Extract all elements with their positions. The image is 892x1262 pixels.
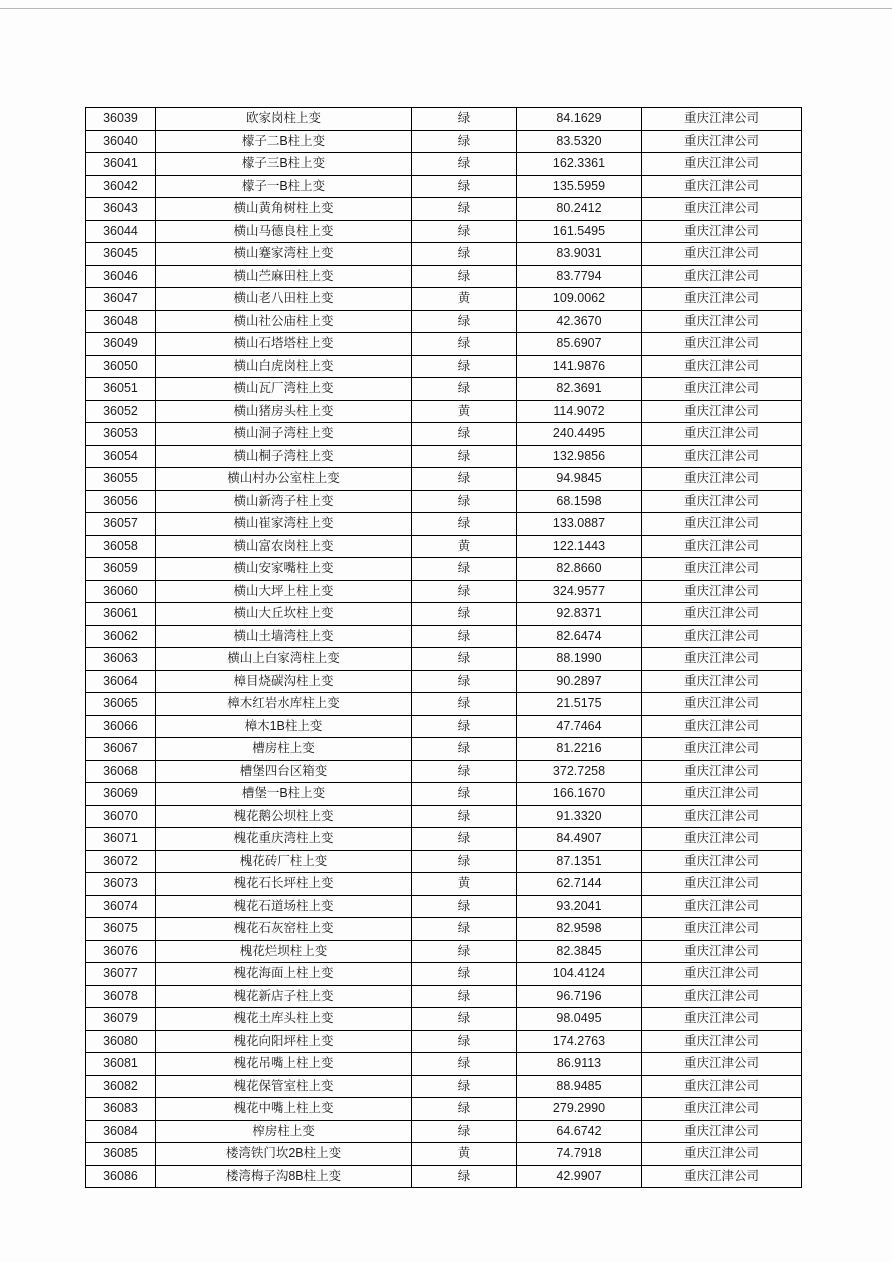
cell-status: 绿 <box>412 423 517 446</box>
cell-name: 槐花海面上柱上变 <box>156 963 412 986</box>
cell-name: 横山大坪上柱上变 <box>156 580 412 603</box>
cell-name: 楼湾梅子沟8B柱上变 <box>156 1165 412 1188</box>
cell-value: 279.2990 <box>517 1098 642 1121</box>
cell-value: 372.7258 <box>517 760 642 783</box>
cell-status: 绿 <box>412 580 517 603</box>
cell-name: 槽房柱上变 <box>156 738 412 761</box>
data-table <box>85 107 802 1188</box>
cell-id: 36061 <box>86 603 156 626</box>
cell-id: 36051 <box>86 378 156 401</box>
cell-status: 绿 <box>412 1165 517 1188</box>
table-row <box>86 175 802 198</box>
cell-value: 21.5175 <box>517 693 642 716</box>
cell-name: 横山老八田柱上变 <box>156 288 412 311</box>
cell-status: 绿 <box>412 355 517 378</box>
cell-name: 横山社公庙柱上变 <box>156 310 412 333</box>
cell-status: 黄 <box>412 535 517 558</box>
cell-status: 绿 <box>412 648 517 671</box>
cell-id: 36071 <box>86 828 156 851</box>
cell-id: 36056 <box>86 490 156 513</box>
cell-status: 绿 <box>412 175 517 198</box>
cell-value: 85.6907 <box>517 333 642 356</box>
cell-id: 36060 <box>86 580 156 603</box>
cell-name: 横山猪房头柱上变 <box>156 400 412 423</box>
cell-status: 绿 <box>412 1030 517 1053</box>
cell-company: 重庆江津公司 <box>642 378 802 401</box>
cell-status: 绿 <box>412 625 517 648</box>
cell-name: 樟木红岩水库柱上变 <box>156 693 412 716</box>
table-row <box>86 243 802 266</box>
table-row <box>86 1143 802 1166</box>
cell-id: 36046 <box>86 265 156 288</box>
cell-company: 重庆江津公司 <box>642 918 802 941</box>
cell-name: 楼湾铁门坎2B柱上变 <box>156 1143 412 1166</box>
cell-status: 绿 <box>412 693 517 716</box>
cell-company: 重庆江津公司 <box>642 625 802 648</box>
cell-status: 绿 <box>412 1075 517 1098</box>
table-row <box>86 1053 802 1076</box>
table-row <box>86 828 802 851</box>
cell-id: 36044 <box>86 220 156 243</box>
cell-status: 绿 <box>412 963 517 986</box>
cell-status: 绿 <box>412 805 517 828</box>
cell-company: 重庆江津公司 <box>642 310 802 333</box>
table-row <box>86 355 802 378</box>
cell-value: 94.9845 <box>517 468 642 491</box>
cell-name: 横山石塔塔柱上变 <box>156 333 412 356</box>
cell-value: 83.5320 <box>517 130 642 153</box>
cell-status: 绿 <box>412 378 517 401</box>
cell-company: 重庆江津公司 <box>642 130 802 153</box>
cell-company: 重庆江津公司 <box>642 1075 802 1098</box>
cell-name: 横山崔家湾柱上变 <box>156 513 412 536</box>
cell-id: 36068 <box>86 760 156 783</box>
cell-id: 36048 <box>86 310 156 333</box>
cell-name: 欧家岗柱上变 <box>156 108 412 131</box>
cell-status: 绿 <box>412 850 517 873</box>
table-row <box>86 805 802 828</box>
cell-id: 36049 <box>86 333 156 356</box>
cell-company: 重庆江津公司 <box>642 1030 802 1053</box>
cell-status: 绿 <box>412 895 517 918</box>
cell-id: 36077 <box>86 963 156 986</box>
cell-value: 132.9856 <box>517 445 642 468</box>
cell-value: 83.9031 <box>517 243 642 266</box>
cell-value: 161.5495 <box>517 220 642 243</box>
cell-company: 重庆江津公司 <box>642 783 802 806</box>
cell-value: 42.9907 <box>517 1165 642 1188</box>
cell-company: 重庆江津公司 <box>642 603 802 626</box>
cell-value: 62.7144 <box>517 873 642 896</box>
cell-company: 重庆江津公司 <box>642 1098 802 1121</box>
cell-company: 重庆江津公司 <box>642 738 802 761</box>
table-row <box>86 985 802 1008</box>
cell-name: 槐花保管室柱上变 <box>156 1075 412 1098</box>
cell-status: 黄 <box>412 1143 517 1166</box>
cell-name: 横山上白家湾柱上变 <box>156 648 412 671</box>
table-row <box>86 288 802 311</box>
table-row <box>86 535 802 558</box>
page-top-divider <box>0 8 892 9</box>
cell-name: 榨房柱上变 <box>156 1120 412 1143</box>
cell-name: 横山土墙湾柱上变 <box>156 625 412 648</box>
cell-id: 36064 <box>86 670 156 693</box>
cell-name: 横山新湾子柱上变 <box>156 490 412 513</box>
cell-name: 槐花土库头柱上变 <box>156 1008 412 1031</box>
table-row <box>86 378 802 401</box>
cell-name: 横山苎麻田柱上变 <box>156 265 412 288</box>
cell-value: 82.6474 <box>517 625 642 648</box>
cell-company: 重庆江津公司 <box>642 1143 802 1166</box>
cell-status: 绿 <box>412 1120 517 1143</box>
cell-name: 槐花吊嘴上柱上变 <box>156 1053 412 1076</box>
table-row <box>86 400 802 423</box>
cell-id: 36043 <box>86 198 156 221</box>
table-row <box>86 558 802 581</box>
cell-id: 36069 <box>86 783 156 806</box>
cell-company: 重庆江津公司 <box>642 895 802 918</box>
cell-status: 绿 <box>412 198 517 221</box>
cell-company: 重庆江津公司 <box>642 153 802 176</box>
cell-company: 重庆江津公司 <box>642 288 802 311</box>
cell-value: 133.0887 <box>517 513 642 536</box>
cell-status: 绿 <box>412 1098 517 1121</box>
cell-name: 槐花新店子柱上变 <box>156 985 412 1008</box>
cell-name: 槐花石长坪柱上变 <box>156 873 412 896</box>
cell-id: 36058 <box>86 535 156 558</box>
cell-name: 横山大丘坎柱上变 <box>156 603 412 626</box>
cell-company: 重庆江津公司 <box>642 243 802 266</box>
table-row <box>86 108 802 131</box>
cell-company: 重庆江津公司 <box>642 490 802 513</box>
cell-status: 绿 <box>412 603 517 626</box>
cell-value: 122.1443 <box>517 535 642 558</box>
cell-value: 42.3670 <box>517 310 642 333</box>
cell-id: 36072 <box>86 850 156 873</box>
cell-company: 重庆江津公司 <box>642 693 802 716</box>
cell-id: 36041 <box>86 153 156 176</box>
cell-company: 重庆江津公司 <box>642 580 802 603</box>
cell-status: 黄 <box>412 400 517 423</box>
cell-name: 檬子二B柱上变 <box>156 130 412 153</box>
cell-company: 重庆江津公司 <box>642 355 802 378</box>
cell-company: 重庆江津公司 <box>642 535 802 558</box>
cell-company: 重庆江津公司 <box>642 400 802 423</box>
cell-company: 重庆江津公司 <box>642 558 802 581</box>
cell-company: 重庆江津公司 <box>642 985 802 1008</box>
cell-value: 141.9876 <box>517 355 642 378</box>
table-row <box>86 220 802 243</box>
cell-company: 重庆江津公司 <box>642 220 802 243</box>
cell-status: 绿 <box>412 918 517 941</box>
cell-id: 36057 <box>86 513 156 536</box>
cell-value: 114.9072 <box>517 400 642 423</box>
table-row <box>86 1165 802 1188</box>
cell-id: 36063 <box>86 648 156 671</box>
cell-name: 槐花重庆湾柱上变 <box>156 828 412 851</box>
cell-value: 88.1990 <box>517 648 642 671</box>
cell-id: 36070 <box>86 805 156 828</box>
cell-id: 36066 <box>86 715 156 738</box>
cell-id: 36047 <box>86 288 156 311</box>
cell-id: 36065 <box>86 693 156 716</box>
table-row <box>86 940 802 963</box>
cell-id: 36045 <box>86 243 156 266</box>
table-row <box>86 580 802 603</box>
cell-name: 横山白虎岗柱上变 <box>156 355 412 378</box>
cell-name: 檬子三B柱上变 <box>156 153 412 176</box>
cell-status: 黄 <box>412 288 517 311</box>
table-row <box>86 265 802 288</box>
table-row <box>86 310 802 333</box>
cell-company: 重庆江津公司 <box>642 805 802 828</box>
cell-name: 樟木1B柱上变 <box>156 715 412 738</box>
cell-company: 重庆江津公司 <box>642 198 802 221</box>
cell-status: 绿 <box>412 940 517 963</box>
cell-status: 黄 <box>412 873 517 896</box>
cell-company: 重庆江津公司 <box>642 175 802 198</box>
cell-name: 横山马德良柱上变 <box>156 220 412 243</box>
cell-status: 绿 <box>412 1053 517 1076</box>
cell-company: 重庆江津公司 <box>642 850 802 873</box>
cell-id: 36054 <box>86 445 156 468</box>
cell-company: 重庆江津公司 <box>642 445 802 468</box>
table-row <box>86 1008 802 1031</box>
cell-status: 绿 <box>412 153 517 176</box>
cell-status: 绿 <box>412 738 517 761</box>
cell-name: 横山富农岗柱上变 <box>156 535 412 558</box>
cell-value: 82.8660 <box>517 558 642 581</box>
cell-id: 36042 <box>86 175 156 198</box>
cell-value: 82.3691 <box>517 378 642 401</box>
cell-id: 36080 <box>86 1030 156 1053</box>
table-row <box>86 445 802 468</box>
cell-company: 重庆江津公司 <box>642 513 802 536</box>
cell-company: 重庆江津公司 <box>642 760 802 783</box>
cell-company: 重庆江津公司 <box>642 873 802 896</box>
cell-name: 槐花砖厂柱上变 <box>156 850 412 873</box>
cell-id: 36039 <box>86 108 156 131</box>
table-row <box>86 760 802 783</box>
cell-id: 36083 <box>86 1098 156 1121</box>
cell-status: 绿 <box>412 130 517 153</box>
cell-id: 36055 <box>86 468 156 491</box>
cell-value: 162.3361 <box>517 153 642 176</box>
cell-status: 绿 <box>412 1008 517 1031</box>
cell-company: 重庆江津公司 <box>642 468 802 491</box>
cell-name: 横山瓦厂湾柱上变 <box>156 378 412 401</box>
cell-id: 36079 <box>86 1008 156 1031</box>
cell-value: 324.9577 <box>517 580 642 603</box>
cell-id: 36040 <box>86 130 156 153</box>
table-row <box>86 625 802 648</box>
cell-company: 重庆江津公司 <box>642 1120 802 1143</box>
cell-name: 槐花石灰窑柱上变 <box>156 918 412 941</box>
cell-status: 绿 <box>412 333 517 356</box>
cell-value: 135.5959 <box>517 175 642 198</box>
cell-company: 重庆江津公司 <box>642 670 802 693</box>
cell-value: 81.2216 <box>517 738 642 761</box>
cell-value: 91.3320 <box>517 805 642 828</box>
cell-status: 绿 <box>412 220 517 243</box>
table-body <box>86 108 802 1188</box>
cell-company: 重庆江津公司 <box>642 1165 802 1188</box>
cell-company: 重庆江津公司 <box>642 715 802 738</box>
cell-id: 36062 <box>86 625 156 648</box>
cell-name: 横山村办公室柱上变 <box>156 468 412 491</box>
cell-id: 36052 <box>86 400 156 423</box>
cell-value: 82.3845 <box>517 940 642 963</box>
table-row <box>86 603 802 626</box>
table-row <box>86 648 802 671</box>
cell-id: 36073 <box>86 873 156 896</box>
cell-value: 87.1351 <box>517 850 642 873</box>
cell-name: 横山蹇家湾柱上变 <box>156 243 412 266</box>
cell-id: 36081 <box>86 1053 156 1076</box>
cell-status: 绿 <box>412 760 517 783</box>
cell-value: 174.2763 <box>517 1030 642 1053</box>
cell-status: 绿 <box>412 108 517 131</box>
table-row <box>86 490 802 513</box>
cell-value: 88.9485 <box>517 1075 642 1098</box>
cell-id: 36076 <box>86 940 156 963</box>
cell-name: 槐花向阳坪柱上变 <box>156 1030 412 1053</box>
table-row <box>86 1030 802 1053</box>
cell-value: 90.2897 <box>517 670 642 693</box>
cell-company: 重庆江津公司 <box>642 828 802 851</box>
cell-name: 樟目烧碳沟柱上变 <box>156 670 412 693</box>
cell-name: 横山洞子湾柱上变 <box>156 423 412 446</box>
table-row <box>86 873 802 896</box>
cell-id: 36067 <box>86 738 156 761</box>
table-row <box>86 963 802 986</box>
table-row <box>86 738 802 761</box>
table-sheet <box>85 107 801 1188</box>
cell-value: 47.7464 <box>517 715 642 738</box>
cell-id: 36085 <box>86 1143 156 1166</box>
cell-name: 槽堡四台区箱变 <box>156 760 412 783</box>
cell-name: 横山安家嘴柱上变 <box>156 558 412 581</box>
cell-company: 重庆江津公司 <box>642 333 802 356</box>
cell-id: 36084 <box>86 1120 156 1143</box>
cell-status: 绿 <box>412 310 517 333</box>
cell-name: 横山桐子湾柱上变 <box>156 445 412 468</box>
cell-value: 84.1629 <box>517 108 642 131</box>
table-row <box>86 333 802 356</box>
cell-value: 104.4124 <box>517 963 642 986</box>
cell-status: 绿 <box>412 715 517 738</box>
cell-name: 槐花石道场柱上变 <box>156 895 412 918</box>
cell-company: 重庆江津公司 <box>642 648 802 671</box>
cell-company: 重庆江津公司 <box>642 1053 802 1076</box>
cell-value: 96.7196 <box>517 985 642 1008</box>
cell-company: 重庆江津公司 <box>642 963 802 986</box>
table-row <box>86 693 802 716</box>
cell-value: 166.1670 <box>517 783 642 806</box>
cell-name: 槽堡一B柱上变 <box>156 783 412 806</box>
table-row <box>86 153 802 176</box>
cell-name: 檬子一B柱上变 <box>156 175 412 198</box>
table-row <box>86 670 802 693</box>
cell-value: 93.2041 <box>517 895 642 918</box>
cell-value: 92.8371 <box>517 603 642 626</box>
cell-name: 槐花中嘴上柱上变 <box>156 1098 412 1121</box>
cell-id: 36075 <box>86 918 156 941</box>
cell-value: 68.1598 <box>517 490 642 513</box>
cell-name: 横山黄角树柱上变 <box>156 198 412 221</box>
cell-id: 36050 <box>86 355 156 378</box>
cell-company: 重庆江津公司 <box>642 265 802 288</box>
table-row <box>86 130 802 153</box>
cell-status: 绿 <box>412 265 517 288</box>
cell-id: 36082 <box>86 1075 156 1098</box>
cell-company: 重庆江津公司 <box>642 108 802 131</box>
cell-id: 36059 <box>86 558 156 581</box>
cell-id: 36086 <box>86 1165 156 1188</box>
cell-status: 绿 <box>412 783 517 806</box>
cell-status: 绿 <box>412 468 517 491</box>
cell-value: 98.0495 <box>517 1008 642 1031</box>
cell-status: 绿 <box>412 445 517 468</box>
cell-status: 绿 <box>412 985 517 1008</box>
cell-status: 绿 <box>412 558 517 581</box>
table-row <box>86 1120 802 1143</box>
cell-name: 槐花烂坝柱上变 <box>156 940 412 963</box>
cell-company: 重庆江津公司 <box>642 1008 802 1031</box>
cell-value: 84.4907 <box>517 828 642 851</box>
cell-status: 绿 <box>412 828 517 851</box>
cell-status: 绿 <box>412 243 517 266</box>
table-row <box>86 715 802 738</box>
cell-name: 槐花鹅公坝柱上变 <box>156 805 412 828</box>
cell-value: 74.7918 <box>517 1143 642 1166</box>
table-row <box>86 198 802 221</box>
cell-value: 240.4495 <box>517 423 642 446</box>
table-row <box>86 1075 802 1098</box>
table-row <box>86 783 802 806</box>
table-row <box>86 918 802 941</box>
cell-status: 绿 <box>412 670 517 693</box>
cell-company: 重庆江津公司 <box>642 423 802 446</box>
cell-id: 36078 <box>86 985 156 1008</box>
table-row <box>86 513 802 536</box>
table-row <box>86 468 802 491</box>
cell-id: 36074 <box>86 895 156 918</box>
cell-value: 64.6742 <box>517 1120 642 1143</box>
cell-value: 83.7794 <box>517 265 642 288</box>
cell-status: 绿 <box>412 490 517 513</box>
cell-id: 36053 <box>86 423 156 446</box>
cell-value: 80.2412 <box>517 198 642 221</box>
table-row <box>86 423 802 446</box>
table-row <box>86 895 802 918</box>
cell-value: 86.9113 <box>517 1053 642 1076</box>
cell-value: 109.0062 <box>517 288 642 311</box>
cell-company: 重庆江津公司 <box>642 940 802 963</box>
cell-status: 绿 <box>412 513 517 536</box>
table-row <box>86 850 802 873</box>
table-row <box>86 1098 802 1121</box>
cell-value: 82.9598 <box>517 918 642 941</box>
